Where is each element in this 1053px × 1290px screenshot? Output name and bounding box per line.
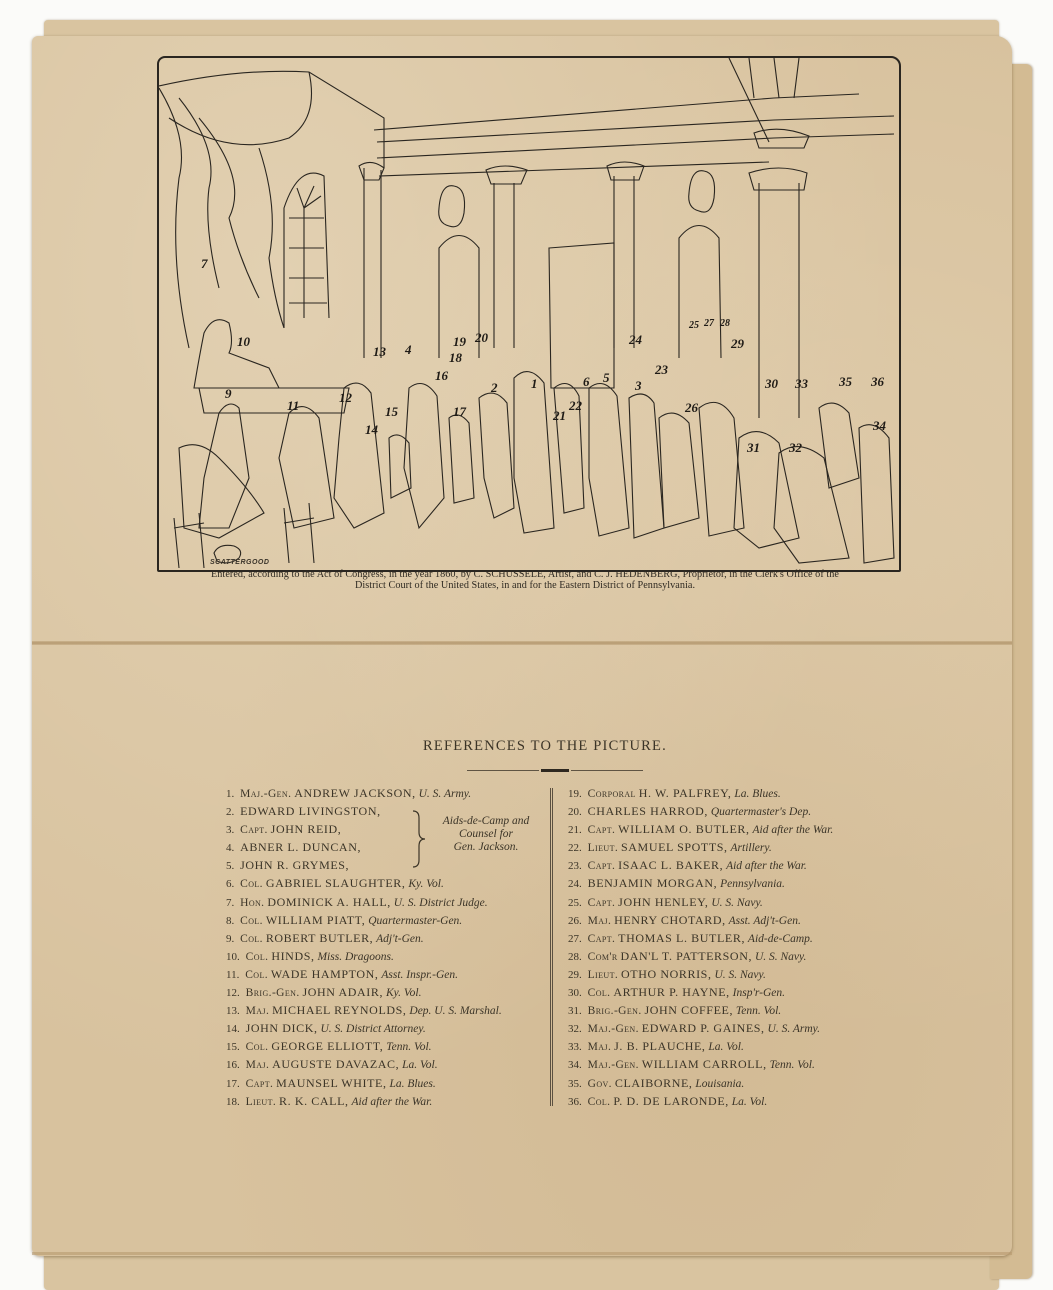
reference-note: La. Vol.: [402, 1059, 438, 1072]
figure-label-12: 12: [339, 390, 352, 405]
reference-name: ANDREW JACKSON,: [294, 786, 416, 800]
reference-note: Quartermaster's Dep.: [710, 806, 812, 819]
reference-number: 19.: [568, 788, 582, 800]
reference-rank: Lieut.: [245, 1095, 277, 1108]
reference-rank: Capt.: [587, 932, 616, 945]
reference-number: 12.: [226, 987, 240, 1000]
title-rule-left: [467, 770, 539, 771]
figure-label-20: 20: [475, 330, 488, 345]
figure-label-25: 25: [689, 320, 699, 331]
reference-rank: Capt.: [245, 1077, 274, 1090]
reference-number: 36.: [568, 1095, 582, 1108]
reference-name: JOHN R. GRYMES,: [240, 858, 350, 873]
reference-name: ARTHUR P. HAYNE,: [613, 985, 730, 1000]
reference-rank: Maj.: [587, 914, 612, 927]
figure-label-34: 34: [873, 418, 886, 433]
reference-entry: [568, 1001, 833, 1019]
reference-rank: Capt.: [587, 860, 616, 873]
reference-rank: Col.: [245, 1041, 269, 1054]
reference-entry: [226, 1019, 502, 1037]
reference-number: 18.: [226, 1095, 240, 1108]
copyright-line-1: Entered, according to the Act of Congress, in the year 1860, by C. SCHUSSELE, Artist, and C. J. HEDENBERG, Proprietor, in the Clerk's Office of the: [211, 569, 839, 580]
reference-name: AUGUSTE DAVAZAC,: [272, 1057, 400, 1072]
reference-number: 35.: [568, 1077, 582, 1090]
reference-rank: Brig.-Gen.: [587, 1005, 642, 1018]
reference-name: SAMUEL SPOTTS,: [621, 840, 728, 855]
copyright-line-2: District Court of the United States, in and for the Eastern District of Pennsylvania.: [354, 580, 696, 591]
reference-entry: [568, 784, 833, 802]
reference-rank: Lieut.: [587, 842, 619, 855]
reference-number: 20.: [568, 806, 582, 819]
reference-note: Quartermaster-Gen.: [368, 914, 463, 927]
reference-name: WILLIAM O. BUTLER,: [618, 822, 750, 837]
reference-number: 23.: [568, 860, 582, 873]
reference-name: OTHO NORRIS,: [621, 966, 712, 981]
reference-entry: [568, 911, 833, 929]
reference-number: 6.: [226, 878, 235, 891]
reference-number: 22.: [568, 842, 582, 855]
center-fold: [32, 641, 1012, 645]
engraving-linework: [159, 58, 899, 570]
reference-name: JOHN ADAIR,: [302, 985, 384, 1000]
reference-rank: Capt.: [587, 824, 616, 837]
reference-note: U. S. Army.: [418, 788, 472, 800]
reference-rank: Maj.: [245, 1059, 270, 1072]
reference-entry: [226, 1001, 502, 1019]
reference-number: 7.: [226, 896, 235, 909]
reference-entry: [226, 874, 502, 892]
figure-label-33: 33: [795, 376, 808, 391]
reference-number: 27.: [568, 932, 582, 945]
reference-entry: [568, 1055, 833, 1073]
reference-note: U. S. District Attorney.: [320, 1023, 426, 1036]
engraving-illustration: [157, 56, 901, 572]
figure-label-17: 17: [453, 404, 466, 419]
reference-number: 15.: [226, 1041, 240, 1054]
references-right-column: [568, 784, 833, 1110]
reference-note: Asst. Adj't-Gen.: [728, 914, 801, 927]
reference-rank: Capt.: [240, 824, 268, 837]
engraver-signature: SCATTERGOOD: [210, 559, 270, 566]
reference-number: 28.: [568, 950, 582, 963]
reference-note: Adj't-Gen.: [376, 932, 424, 945]
reference-rank: Maj.: [587, 1041, 612, 1054]
reference-rank: Maj.-Gen.: [587, 1059, 639, 1072]
reference-entry: [568, 1092, 833, 1110]
reference-entry: [226, 1055, 502, 1073]
reference-name: MICHAEL REYNOLDS,: [272, 1003, 407, 1018]
reference-name: ABNER L. DUNCAN,: [240, 840, 362, 855]
figure-label-19: 19: [453, 334, 466, 349]
reference-number: 31.: [568, 1005, 582, 1018]
reference-note: Ky. Vol.: [408, 878, 444, 891]
figure-label-16: 16: [435, 368, 448, 383]
reference-name: P. D. DE LARONDE,: [613, 1093, 729, 1108]
figure-label-21: 21: [553, 408, 566, 423]
reference-note: Dep. U. S. Marshal.: [409, 1005, 502, 1018]
reference-entry: [226, 1092, 502, 1110]
reference-note: Pennsylvania.: [720, 878, 785, 891]
reference-rank: Col.: [587, 987, 611, 1000]
figure-label-35: 35: [839, 374, 852, 389]
reference-entry: [226, 893, 502, 911]
title-rule-right: [571, 770, 643, 771]
figure-label-29: 29: [731, 336, 744, 351]
reference-number: 13.: [226, 1005, 240, 1018]
reference-name: HENRY CHOTARD,: [614, 912, 726, 927]
reference-entry: [226, 929, 502, 947]
reference-note: La. Blues.: [734, 788, 781, 800]
reference-entry: [568, 893, 833, 911]
reference-number: 10.: [226, 950, 240, 963]
reference-name: JOHN HENLEY,: [618, 894, 709, 909]
figure-label-3: 3: [635, 378, 642, 393]
reference-entry: [226, 856, 502, 874]
reference-note: U. S. District Judge.: [393, 896, 488, 909]
reference-name: J. B. PLAUCHE,: [614, 1039, 706, 1054]
reference-name: BENJAMIN MORGAN,: [587, 876, 718, 891]
note-line-2: Counsel for: [459, 828, 513, 840]
figure-label-7: 7: [201, 256, 208, 271]
reference-entry: [226, 1037, 502, 1055]
reference-name: WILLIAM CARROLL,: [641, 1057, 767, 1072]
reference-name: JOHN COFFEE,: [644, 1003, 734, 1018]
reference-entry: [568, 1037, 833, 1055]
reference-name: THOMAS L. BUTLER,: [618, 930, 746, 945]
reference-name: CHARLES HARROD,: [587, 804, 708, 819]
reference-note: U. S. Navy.: [754, 950, 807, 963]
figure-label-30: 30: [765, 376, 778, 391]
figure-label-6: 6: [583, 374, 590, 389]
figure-label-9: 9: [225, 386, 232, 401]
reference-note: Ky. Vol.: [385, 987, 422, 1000]
reference-note: La. Blues.: [389, 1077, 436, 1090]
reference-entry: [226, 1074, 502, 1092]
reference-number: 8.: [226, 914, 235, 927]
reference-rank: Gov.: [587, 1077, 612, 1090]
reference-rank: Col.: [240, 914, 263, 927]
figure-label-18: 18: [449, 350, 462, 365]
reference-entry: [226, 784, 502, 802]
reference-rank: Com'r: [587, 950, 618, 963]
reference-entry: [568, 874, 833, 892]
reference-note: U. S. Navy.: [714, 968, 766, 981]
reference-number: 4.: [226, 842, 235, 855]
reference-entry: [568, 802, 833, 820]
reference-number: 25.: [568, 896, 582, 909]
reference-entry: [226, 911, 502, 929]
reference-name: ROBERT BUTLER,: [265, 930, 374, 945]
reference-name: MAUNSEL WHITE,: [276, 1075, 387, 1090]
figure-label-27: 27: [704, 318, 714, 329]
reference-note: Louisania.: [695, 1077, 745, 1090]
copyright-notice: [160, 569, 890, 591]
note-line-3: Gen. Jackson.: [453, 841, 519, 853]
figure-label-14: 14: [365, 422, 378, 437]
figure-label-28: 28: [720, 318, 730, 329]
reference-name: JOHN DICK,: [245, 1021, 318, 1036]
reference-entry: [226, 983, 502, 1001]
reference-note: Aid after the War.: [752, 824, 834, 837]
reference-number: 11.: [226, 968, 240, 981]
reference-rank: Lieut.: [587, 968, 619, 981]
reference-note: Artillery.: [730, 842, 772, 855]
reference-note: La. Vol.: [708, 1041, 744, 1054]
reference-rank: Hon.: [240, 896, 265, 909]
title-rule-center: [541, 769, 569, 772]
reference-rank: Corporal: [587, 788, 636, 800]
reference-note: U. S. Navy.: [711, 896, 763, 909]
reference-name: ISAAC L. BAKER,: [618, 858, 724, 873]
reference-name: JOHN REID,: [270, 822, 342, 837]
reference-number: 30.: [568, 987, 582, 1000]
reference-rank: Col.: [245, 968, 269, 981]
reference-rank: Col.: [240, 878, 263, 891]
figure-label-31: 31: [747, 440, 760, 455]
reference-entry: [568, 1019, 833, 1037]
reference-entry: [568, 983, 833, 1001]
reference-rank: Col.: [587, 1095, 611, 1108]
reference-note: Tenn. Vol.: [769, 1059, 815, 1072]
reference-name: R. K. CALL,: [279, 1093, 349, 1108]
reference-note: Tenn. Vol.: [386, 1041, 432, 1054]
figure-label-2: 2: [491, 380, 498, 395]
reference-note: Miss. Dragoons.: [317, 950, 394, 963]
reference-name: GABRIEL SLAUGHTER,: [265, 876, 406, 891]
reference-name: EDWARD P. GAINES,: [641, 1021, 765, 1036]
figure-label-15: 15: [385, 404, 398, 419]
reference-name: EDWARD LIVINGSTON,: [240, 804, 381, 819]
figure-label-10: 10: [237, 334, 250, 349]
figure-label-23: 23: [655, 362, 668, 377]
figure-label-5: 5: [603, 370, 610, 385]
figure-label-36: 36: [871, 374, 884, 389]
note-line-1: Aids-de-Camp and: [442, 815, 530, 827]
sheet-bottom-edge: [32, 1252, 1012, 1255]
reference-note: Insp'r-Gen.: [732, 987, 786, 1000]
references-title: REFERENCES TO THE PICTURE.: [423, 738, 667, 754]
reference-number: 32.: [568, 1023, 582, 1036]
reference-entry: [568, 856, 833, 874]
reference-rank: Col.: [245, 950, 269, 963]
figure-label-32: 32: [789, 440, 802, 455]
reference-rank: Brig.-Gen.: [245, 987, 300, 1000]
reference-name: DOMINICK A. HALL,: [267, 894, 391, 909]
reference-number: 34.: [568, 1059, 582, 1072]
reference-rank: Maj.-Gen.: [587, 1023, 639, 1036]
reference-rank: Maj.: [245, 1005, 270, 1018]
reference-number: 29.: [568, 968, 582, 981]
reference-name: H. W. PALFREY,: [638, 786, 732, 800]
reference-number: 33.: [568, 1041, 582, 1054]
reference-note: Aid after the War.: [726, 860, 807, 873]
reference-name: GEORGE ELLIOTT,: [271, 1039, 384, 1054]
reference-name: WADE HAMPTON,: [270, 966, 379, 981]
reference-entry: [226, 965, 502, 983]
reference-number: 9.: [226, 932, 235, 945]
reference-number: 14.: [226, 1023, 240, 1036]
reference-entry: [568, 947, 833, 965]
reference-rank: Maj.-Gen.: [240, 788, 292, 800]
figure-label-1: 1: [531, 376, 538, 391]
reference-name: CLAIBORNE,: [614, 1075, 693, 1090]
reference-note: Asst. Inspr.-Gen.: [381, 968, 459, 981]
reference-number: 24.: [568, 878, 582, 891]
reference-rank: Col.: [240, 932, 263, 945]
figure-label-4: 4: [405, 342, 412, 357]
reference-number: 21.: [568, 824, 582, 837]
reference-name: HINDS,: [271, 948, 315, 963]
reference-note: Aid-de-Camp.: [747, 932, 813, 945]
reference-name: DAN'L T. PATTERSON,: [620, 948, 753, 963]
reference-number: 5.: [226, 860, 235, 873]
aides-de-camp-note: [426, 815, 546, 854]
reference-note: Tenn. Vol.: [735, 1005, 782, 1018]
reference-entry: [568, 929, 833, 947]
reference-note: Aid after the War.: [351, 1095, 433, 1108]
reference-rank: Capt.: [587, 896, 616, 909]
figure-label-13: 13: [373, 344, 386, 359]
figure-label-11: 11: [287, 398, 300, 413]
column-divider: [550, 788, 553, 1106]
reference-entry: [568, 820, 833, 838]
reference-number: 2.: [226, 806, 235, 819]
figure-label-26: 26: [685, 400, 698, 415]
reference-number: 16.: [226, 1059, 240, 1072]
reference-number: 26.: [568, 914, 582, 927]
reference-note: U. S. Army.: [767, 1023, 821, 1036]
reference-note: La. Vol.: [731, 1095, 768, 1108]
figure-label-24: 24: [629, 332, 642, 347]
reference-entry: [568, 965, 833, 983]
reference-entry: [568, 838, 833, 856]
reference-number: 1.: [226, 788, 235, 800]
reference-entry: [568, 1074, 833, 1092]
figure-label-22: 22: [569, 398, 582, 413]
reference-entry: [226, 947, 502, 965]
reference-number: 17.: [226, 1077, 240, 1090]
reference-number: 3.: [226, 824, 235, 837]
reference-name: WILLIAM PIATT,: [265, 912, 366, 927]
